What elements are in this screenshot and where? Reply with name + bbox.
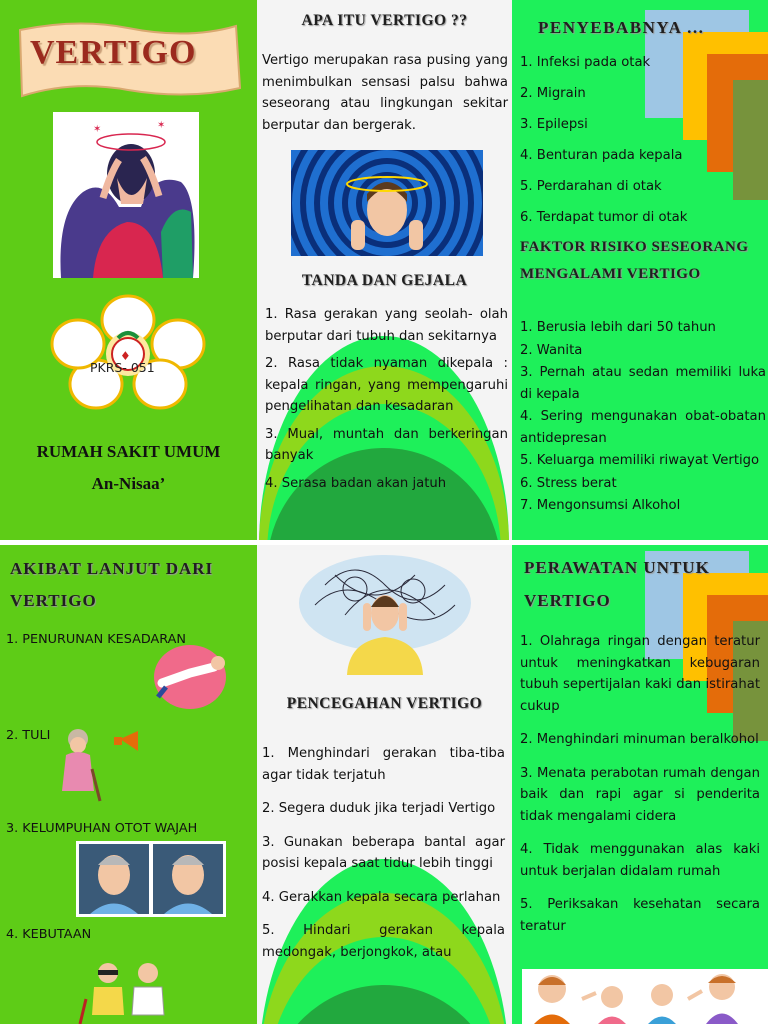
definition-text: Vertigo merupakan rasa pusing yang menimbulkan sensasi palsu bahwa seseorang atau lingkungan sekitar berputar dan bergerak.: [262, 53, 508, 133]
list-item: 4. Gerakkan kepala secara perlahan: [262, 889, 501, 905]
list-item: 4. Tidak menggunakan alas kaki untuk berjalan didalam rumah: [520, 842, 760, 879]
list-item: 5. Periksakan kesehatan secara teratur: [520, 897, 760, 934]
list-item: 2. Rasa tidak nyaman dikepala : kepala ringan, yang mempengaruhi pengelihatan dan kesadaran: [265, 356, 508, 414]
list-item: 3. Menata perabotan rumah dengan baik dan rapi agar si penderita tidak mengalami cidera: [520, 765, 760, 824]
svg-text:✶: ✶: [93, 124, 102, 135]
hospital-logo: [50, 292, 206, 410]
risk-list: [520, 317, 766, 517]
list-item: 1. Rasa gerakan yang seolah- olah berputar dari tubuh dan sekitarnya: [265, 307, 508, 344]
causes-list: [520, 52, 760, 229]
list-item: 4. Serasa badan akan jatuh: [265, 475, 447, 491]
list-item: 4. Benturan pada kepala: [520, 148, 683, 163]
list-item: 3. Gunakan beberapa bantal agar posisi kepala saat tidur lebih tinggi: [262, 834, 505, 871]
elderly-woman-image: [58, 725, 148, 805]
list-item: 5. Hindari gerakan kepala medongak, berjongkok, atau: [262, 923, 505, 960]
hospital-branch: An-Nisaa’: [91, 474, 166, 493]
hospital-name: RUMAH SAKIT UMUM: [36, 442, 221, 461]
list-item: 2. Segera duduk jika terjadi Vertigo: [262, 801, 496, 816]
tangled-head-image: [285, 545, 485, 675]
list-item: 4. Sering mengunakan obat-obatan antidepresan: [520, 409, 766, 446]
prevention-heading: PENCEGAHAN VERTIGO: [286, 695, 483, 712]
signs-heading: TANDA DAN GEJALA: [301, 272, 468, 289]
care-list: [520, 631, 760, 937]
cover-panel: [0, 0, 257, 540]
list-item: 5. Perdarahan di otak: [520, 179, 662, 194]
list-item: 1. Menghindari gerakan tiba-tiba agar tidak terjatuh: [262, 746, 505, 783]
what-is-heading: APA ITU VERTIGO ??: [301, 12, 468, 29]
prevention-panel: [257, 545, 512, 1024]
causes-heading: PENYEBABNYA ...: [538, 18, 705, 37]
svg-text:✶: ✶: [157, 120, 166, 131]
signs-list: [265, 304, 508, 494]
care-heading: PERAWATAN UNTUK VERTIGO: [524, 558, 710, 610]
list-item: 3. Epilepsi: [520, 117, 588, 132]
list-item: 3. Mual, muntah dan berkeringan banyak: [265, 426, 508, 463]
causes-panel: [512, 0, 768, 540]
list-item: 1. Olahraga ringan dengan teratur untuk meningkatkan kebugaran tubuh sepertijalan kaki dan istirahat cukup: [520, 634, 760, 714]
list-item: 2. Migrain: [520, 86, 586, 101]
definition-panel: [257, 0, 512, 540]
effects-panel: [0, 545, 257, 1024]
blind-people-image: [78, 959, 178, 1024]
list-item: 5. Keluarga memiliki riwayat Vertigo: [520, 453, 760, 468]
banner-title: VERTIGO: [30, 34, 197, 71]
effect-item-4: 4. KEBUTAAN: [6, 927, 92, 942]
list-item: 3. Pernah atau sedan memiliki luka di kepala: [520, 365, 766, 402]
fainting-person-image: [152, 643, 228, 711]
logo-code: PKRS- 051: [90, 360, 155, 375]
effects-heading: AKIBAT LANJUT DARI VERTIGO: [10, 559, 214, 610]
care-panel: [512, 545, 768, 1024]
list-item: 2. Menghindari minuman beralkohol: [520, 732, 759, 747]
prevention-list: [262, 743, 505, 963]
list-item: 1. Infeksi pada otak: [520, 55, 651, 70]
exercise-people-image: [522, 969, 768, 1024]
effect-item-3: 3. KELUMPUHAN OTOT WAJAH: [6, 821, 198, 836]
list-item: 6. Terdapat tumor di otak: [520, 210, 688, 225]
effect-item-2: 2. TULI: [6, 728, 51, 743]
risk-heading: FAKTOR RISIKO SESEORANG MENGALAMI VERTIGO: [520, 239, 749, 282]
list-item: 6. Stress berat: [520, 475, 617, 491]
facial-paralysis-image: [76, 841, 226, 917]
svg-text:♦: ♦: [120, 349, 131, 363]
list-item: 1. Berusia lebih dari 50 tahun: [520, 320, 716, 335]
spiral-dizzy-image: [291, 150, 483, 256]
list-item: 2. Wanita: [520, 342, 583, 358]
dizzy-woman-image: [53, 112, 199, 278]
effect-item-1: 1. PENURUNAN KESADARAN: [6, 632, 186, 647]
list-item: 7. Mengonsumsi Alkohol: [520, 498, 681, 513]
